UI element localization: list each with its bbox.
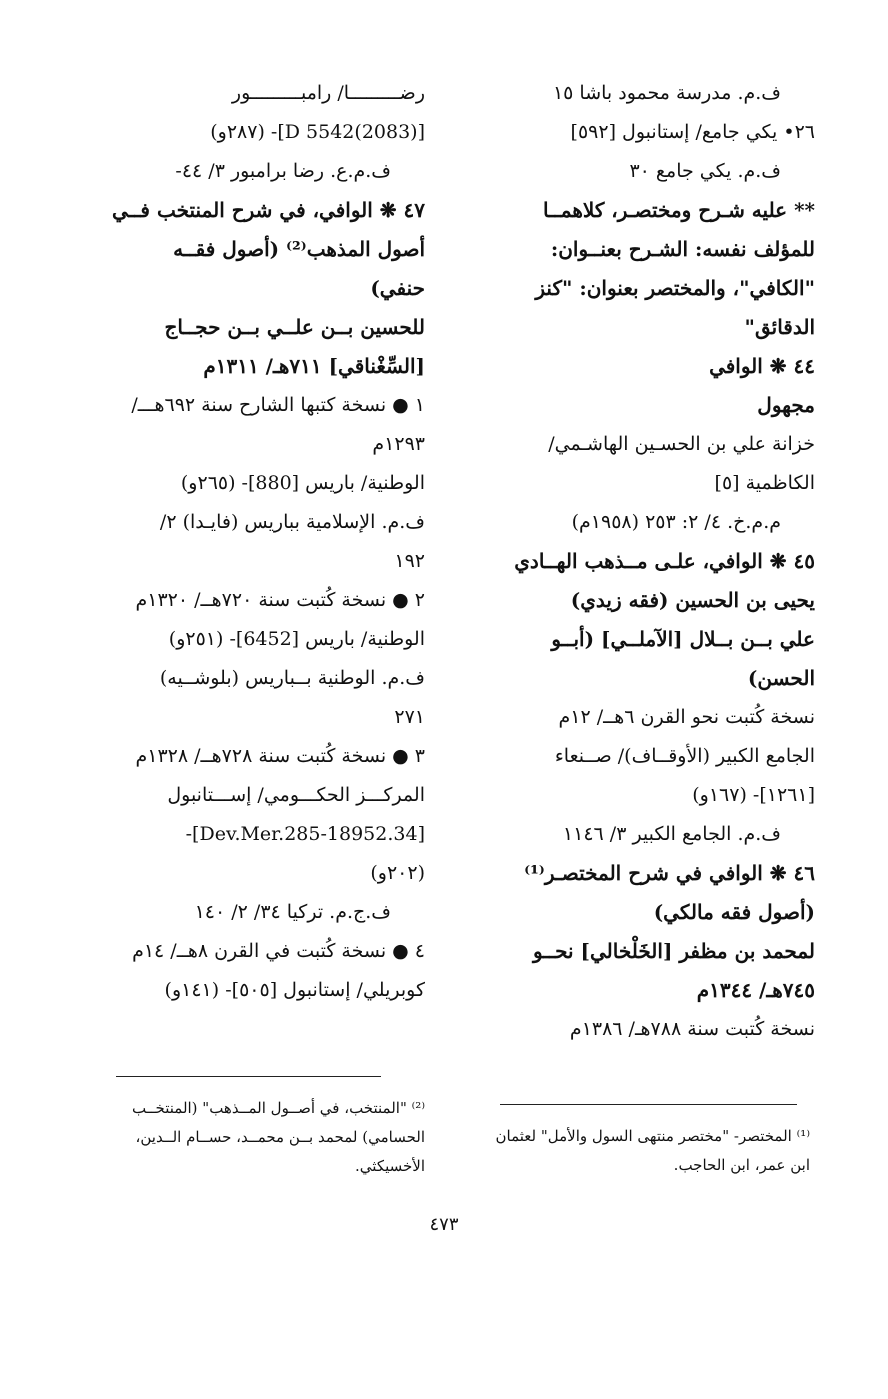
left-column-line: رضـــــــــا/ رامبـــــــــور xyxy=(231,82,425,104)
right-column-line: ** عليه شـرح ومختصـر، كلاهمــا xyxy=(542,198,815,222)
left-column-line: ٣ ● نسخة كُتبت سنة ٧٢٨هــ/ ١٣٢٨م xyxy=(135,745,425,767)
left-column-line: ف.ج.م. تركيا ٣٤/ ٢/ ١٤٠ xyxy=(194,901,391,923)
left-column-line: ٢ ● نسخة كُتبت سنة ٧٢٠هــ/ ١٣٢٠م xyxy=(135,589,425,611)
right-column-line: علي بــن بــلال [الآملــي] (أبــو xyxy=(551,627,815,651)
footnote-line: الأخسيكثي. xyxy=(355,1157,425,1175)
left-column-line: [السِّغْناقي] ٧١١هـ/ ١٣١١م xyxy=(203,354,425,378)
left-column-line: ٤ ● نسخة كُتبت في القرن ٨هــ/ ١٤م xyxy=(132,940,425,962)
page-number: ٤٧٣ xyxy=(429,1214,459,1235)
left-column-line: ٢٧١ xyxy=(394,706,425,728)
right-column-line: الكاظمية [٥] xyxy=(714,472,815,494)
footnote-line: ⁽¹⁾ المختصر- "مختصر منتهى السول والأمل" لعثمان xyxy=(495,1127,810,1145)
left-column-line: ١٩٢ xyxy=(394,550,425,572)
right-column-line: ف.م. الجامع الكبير ٣/ ١١٤٦ xyxy=(562,823,781,845)
footnote-line: ⁽²⁾ "المنتخب، في أصــول المــذهب" (المنتخــب xyxy=(132,1099,425,1117)
footnote-separator-right xyxy=(500,1104,797,1105)
right-column-line: [١٢٦١]- (١٦٧و) xyxy=(692,784,815,806)
right-column-line: ٧٤٥هـ/ ١٣٤٤م xyxy=(696,978,815,1002)
left-column-line: [34.Dev.Mer.285-18952]- xyxy=(185,823,425,845)
right-column xyxy=(465,74,815,1049)
left-column-line: المركـــز الحكـــومي/ إســـتانبول xyxy=(167,784,425,806)
right-column-line: الدقائق" xyxy=(744,315,815,339)
right-column-line: الجامع الكبير (الأوقــاف)/ صــنعاء xyxy=(554,745,815,767)
footnote-line: الحسامي) لمحمد بــن محمــد، حســام الــدين، xyxy=(135,1128,425,1146)
right-column-line: ٢٦• يكي جامع/ إستانبول [٥٩٢] xyxy=(570,121,815,143)
left-column-line: ف.م. الإسلامية بباريس (فايـدا) ٢/ xyxy=(159,511,425,533)
left-column-line: للحسين بــن علــي بــن حجــاج xyxy=(164,315,425,339)
right-column-line: ف.م. مدرسة محمود باشا ١٥ xyxy=(552,82,781,104)
left-column-line: الوطنية/ باريس [6452]- (٢٥١و) xyxy=(168,628,425,650)
right-column-line: "الكافي"، والمختصر بعنوان: "كنز xyxy=(535,276,815,300)
left-column-line: حنفي) xyxy=(370,276,425,300)
left-column-line: ف.م.ع. رضا برامبور ٣/ ٤٤- xyxy=(175,160,391,182)
right-column-line: م.م.خ. ٤/ ٢: ٢٥٣ (١٩٥٨م) xyxy=(571,511,781,533)
right-column-line: ٤٤ ❋ الوافي xyxy=(709,354,815,378)
left-column xyxy=(80,74,425,1010)
right-column-line: لمحمد بن مظفر [الخَلْخالي] نحــو xyxy=(533,939,815,963)
left-column-line: أصول المذهب⁽²⁾ (أصول فقــه xyxy=(173,237,425,261)
footnote-separator-left xyxy=(116,1076,381,1077)
right-column-line: للمؤلف نفسه: الشـرح بعنــوان: xyxy=(550,237,815,261)
right-column-line: خزانة علي بن الحسـين الهاشـمي/ xyxy=(548,433,815,455)
right-column-line: يحيى بن الحسين (فقه زيدي) xyxy=(570,588,815,612)
footnote-left xyxy=(80,1094,425,1181)
right-column-line: الحسن) xyxy=(747,666,815,690)
left-column-line: ٤٧ ❋ الوافي، في شرح المنتخب فــي xyxy=(112,198,425,222)
right-column-line: نسخة كُتبت سنة ٧٨٨هـ/ ١٣٨٦م xyxy=(569,1018,815,1040)
left-column-line: كوبريلي/ إستانبول [٥٠٥]- (١٤١و) xyxy=(164,979,425,1001)
right-column-line: ٤٥ ❋ الوافي، علـى مــذهب الهــادي xyxy=(514,549,815,573)
left-column-line: ١ ● نسخة كتبها الشارح سنة ٦٩٢هـــ/ xyxy=(131,394,425,416)
left-column-line: [(2083)5542 D]- (٢٨٧و) xyxy=(210,121,425,143)
left-column-line: الوطنية/ باريس [880]- (٢٦٥و) xyxy=(180,472,425,494)
right-column-line: ف.م. يكي جامع ٣٠ xyxy=(629,160,781,182)
right-column-line: نسخة كُتبت نحو القرن ٦هــ/ ١٢م xyxy=(558,706,815,728)
left-column-line: ف.م. الوطنية بــباريس (بلوشــيه) xyxy=(159,667,425,689)
right-column-line: مجهول xyxy=(757,393,815,417)
left-column-line: (٢٠٢و) xyxy=(370,862,425,884)
footnote-right xyxy=(460,1122,810,1180)
footnote-line: ابن عمر، ابن الحاجب. xyxy=(673,1156,810,1174)
left-column-line: ١٢٩٣م xyxy=(372,433,425,455)
right-column-line: (أصول فقه مالكي) xyxy=(653,900,815,924)
right-column-line: ٤٦ ❋ الوافي في شرح المختصـر⁽¹⁾ xyxy=(524,861,815,885)
